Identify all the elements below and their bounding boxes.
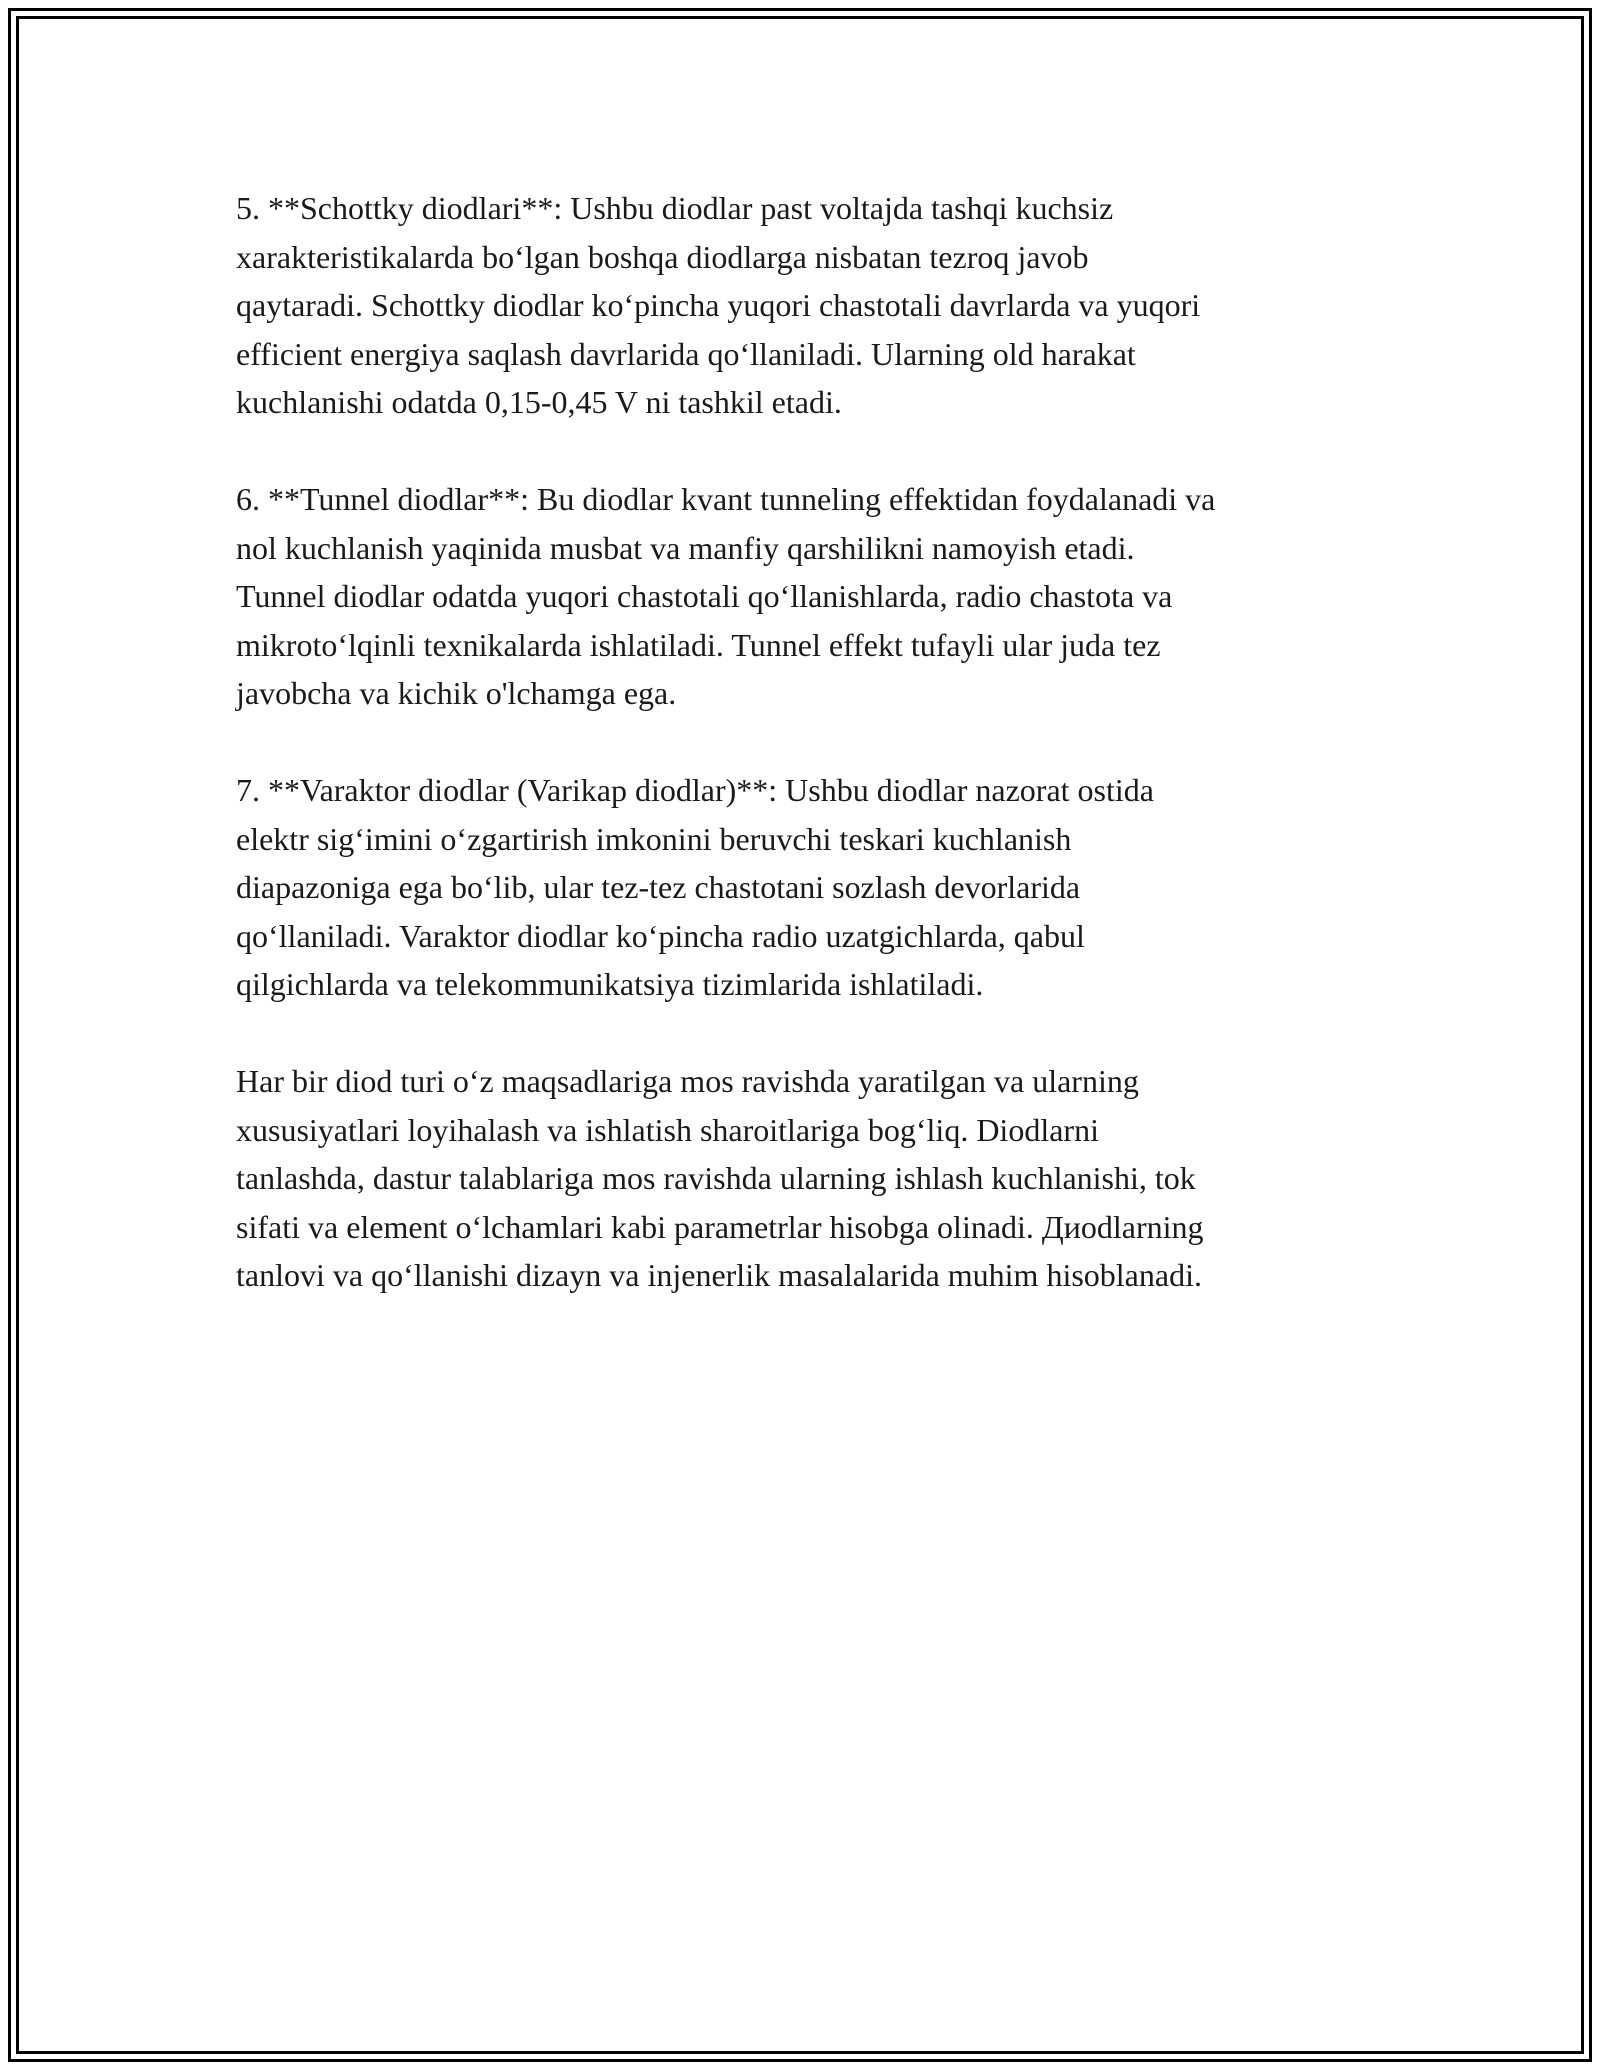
paragraph-varactor-diodes — [236, 766, 1376, 1009]
text-line: qaytaradi. Schottky diodlar ko‘pincha yuqori chastotali davrlarda va yuqori — [236, 287, 1201, 323]
text-line: qo‘llaniladi. Varaktor diodlar ko‘pincha radio uzatgichlarda, qabul — [236, 917, 1085, 954]
text-line: tanlovi va qo‘llanishi dizayn va injenerlik masalalarida muhim hisoblanadi. — [236, 1257, 1202, 1293]
text-line: qilgichlarda va telekommunikatsiya tizimlarida ishlatiladi. — [236, 966, 984, 1002]
text-line: xususiyatlari loyihalash va ishlatish sharoitlariga bog‘liq. Diodlarni — [236, 1111, 1099, 1148]
text-line: mikroto‘lqinli texnikalarda ishlatiladi. Tunnel effekt tufayli ular juda tez — [236, 626, 1161, 663]
paragraph-tunnel-diodes — [236, 475, 1376, 718]
text-line: diapazoniga ega bo‘lib, ular tez-tez chastotani sozlash devorlarida — [236, 869, 1081, 905]
text-line: elektr sig‘imini o‘zgartirish imkonini beruvchi teskari kuchlanish — [236, 820, 1072, 857]
text-line: javobcha va kichik o'lchamga ega. — [236, 675, 677, 711]
text-line: tanlashda, dastur talablariga mos ravishda ularning ishlash kuchlanishi, tok — [236, 1160, 1196, 1196]
paragraph-schottky-diodes — [236, 184, 1376, 427]
text-line: 7. **Varaktor diodlar (Varikap diodlar)**: Ushbu diodlar nazorat ostida — [236, 772, 1154, 808]
text-line: Har bir diod turi o‘z maqsadlariga mos ravishda yaratilgan va ularning — [236, 1063, 1139, 1099]
text-line: sifati va element o‘lchamlari kabi parametrlar hisobga olinadi. Диodlarning — [236, 1208, 1204, 1245]
document-body — [236, 184, 1376, 1348]
text-line: kuchlanishi odatda 0,15-0,45 V ni tashkil etadi. — [236, 384, 842, 420]
text-line: nol kuchlanish yaqinida musbat va manfiy qarshilikni namoyish etadi. — [236, 529, 1135, 566]
text-line: 6. **Tunnel diodlar**: Bu diodlar kvant tunneling effektidan foydalanadi va — [236, 481, 1216, 517]
paragraph-conclusion — [236, 1057, 1376, 1300]
text-line: Tunnel diodlar odatda yuqori chastotali qo‘llanishlarda, radio chastota va — [236, 578, 1173, 614]
text-line: xarakteristikalarda bo‘lgan boshqa diodlarga nisbatan tezroq javob — [236, 238, 1089, 275]
text-line: 5. **Schottky diodlari**: Ushbu diodlar past voltajda tashqi kuchsiz — [236, 190, 1114, 226]
text-line: efficient energiya saqlash davrlarida qo‘llaniladi. Ularning old harakat — [236, 335, 1136, 372]
